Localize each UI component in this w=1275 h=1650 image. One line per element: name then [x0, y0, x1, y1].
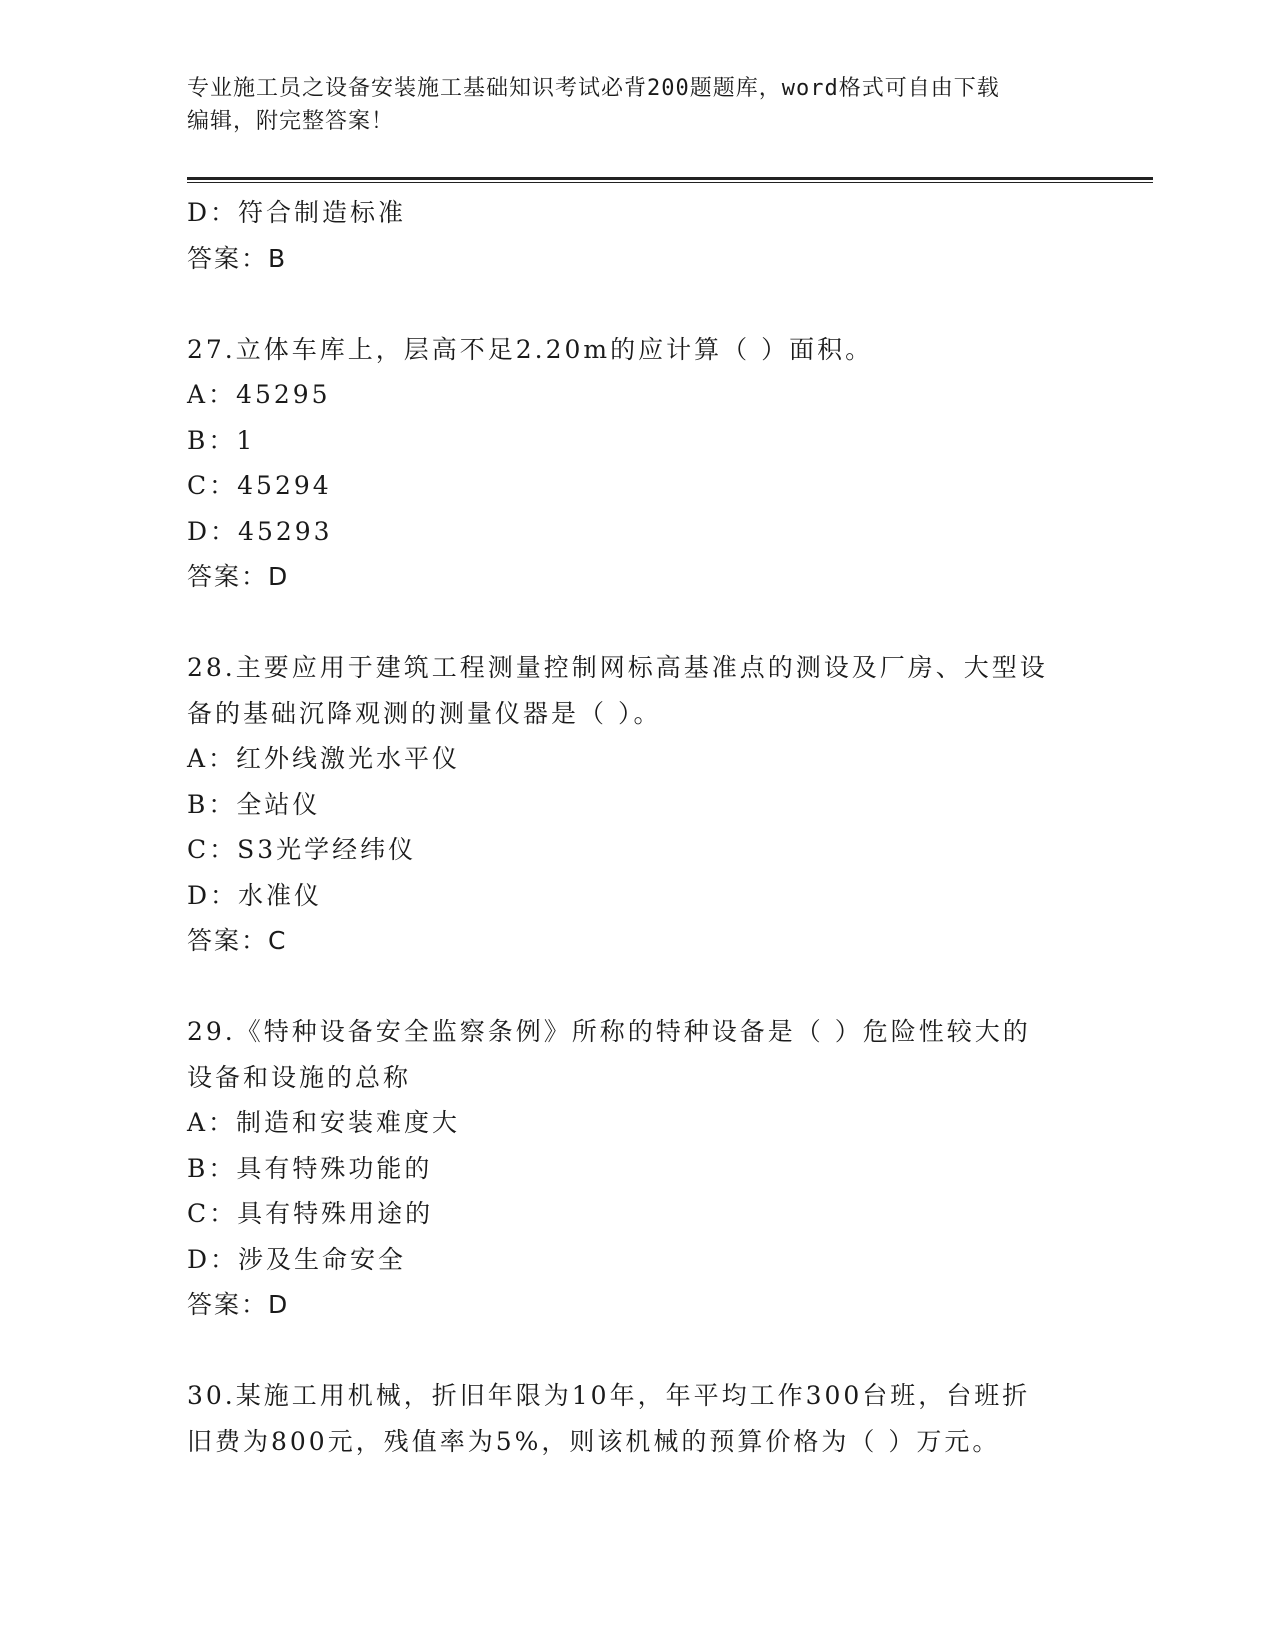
header-divider — [187, 177, 1153, 183]
question-28-option-b: B：全站仪 — [187, 789, 321, 819]
question-28-option-c: C：S3光学经纬仪 — [187, 835, 417, 864]
question-29-answer: 答案：D — [187, 1290, 290, 1319]
question-27-option-d: D：45293 — [187, 516, 333, 546]
previous-answer: 答案：B — [187, 243, 288, 273]
question-27-option-b: B：1 — [187, 425, 256, 455]
question-27 — [187, 327, 1087, 600]
question-29-option-d: D：涉及生命安全 — [187, 1244, 407, 1274]
question-27-option-a: A：45295 — [187, 380, 331, 409]
spacer — [187, 964, 1087, 1010]
question-30-stem-line-1: 30.某施工用机械，折旧年限为10年，年平均工作300台班，台班折 — [187, 1381, 1031, 1410]
question-28-stem-line-2: 备的基础沉降观测的测量仪器是（ ）。 — [187, 698, 662, 728]
question-30 — [187, 1373, 1087, 1464]
spacer — [187, 1328, 1087, 1374]
question-27-answer: 答案：D — [187, 562, 290, 591]
question-29-stem-line-1: 29.《特种设备安全监察条例》所称的特种设备是（ ）危险性较大的 — [187, 1017, 1031, 1046]
question-30-stem-line-2: 旧费为800元，残值率为5%，则该机械的预算价格为（ ）万元。 — [187, 1426, 1001, 1456]
previous-option-d: D：符合制造标准 — [187, 198, 407, 227]
document-header — [187, 72, 1067, 138]
question-29-option-b: B：具有特殊功能的 — [187, 1153, 433, 1183]
question-28-answer: 答案：C — [187, 926, 288, 955]
question-29-option-c: C：具有特殊用途的 — [187, 1199, 434, 1228]
header-title-line-1: 专业施工员之设备安装施工基础知识考试必背200题题库，word格式可自由下载 — [187, 76, 1000, 101]
question-28-stem-line-1: 28.主要应用于建筑工程测量控制网标高基准点的测设及厂房、大型设 — [187, 653, 1048, 682]
question-27-stem: 27.立体车库上，层高不足2.20m的应计算（ ）面积。 — [187, 334, 874, 364]
question-29 — [187, 1009, 1087, 1328]
question-28 — [187, 645, 1087, 964]
question-29-option-a: A：制造和安装难度大 — [187, 1108, 461, 1137]
question-list — [187, 190, 1087, 1464]
spacer — [187, 600, 1087, 646]
question-28-option-d: D：水准仪 — [187, 880, 323, 910]
spacer — [187, 281, 1087, 327]
question-27-option-c: C：45294 — [187, 471, 332, 500]
question-29-stem-line-2: 设备和设施的总称 — [187, 1062, 412, 1092]
header-title-line-2: 编辑，附完整答案！ — [187, 109, 395, 134]
question-28-option-a: A：红外线激光水平仪 — [187, 744, 461, 773]
